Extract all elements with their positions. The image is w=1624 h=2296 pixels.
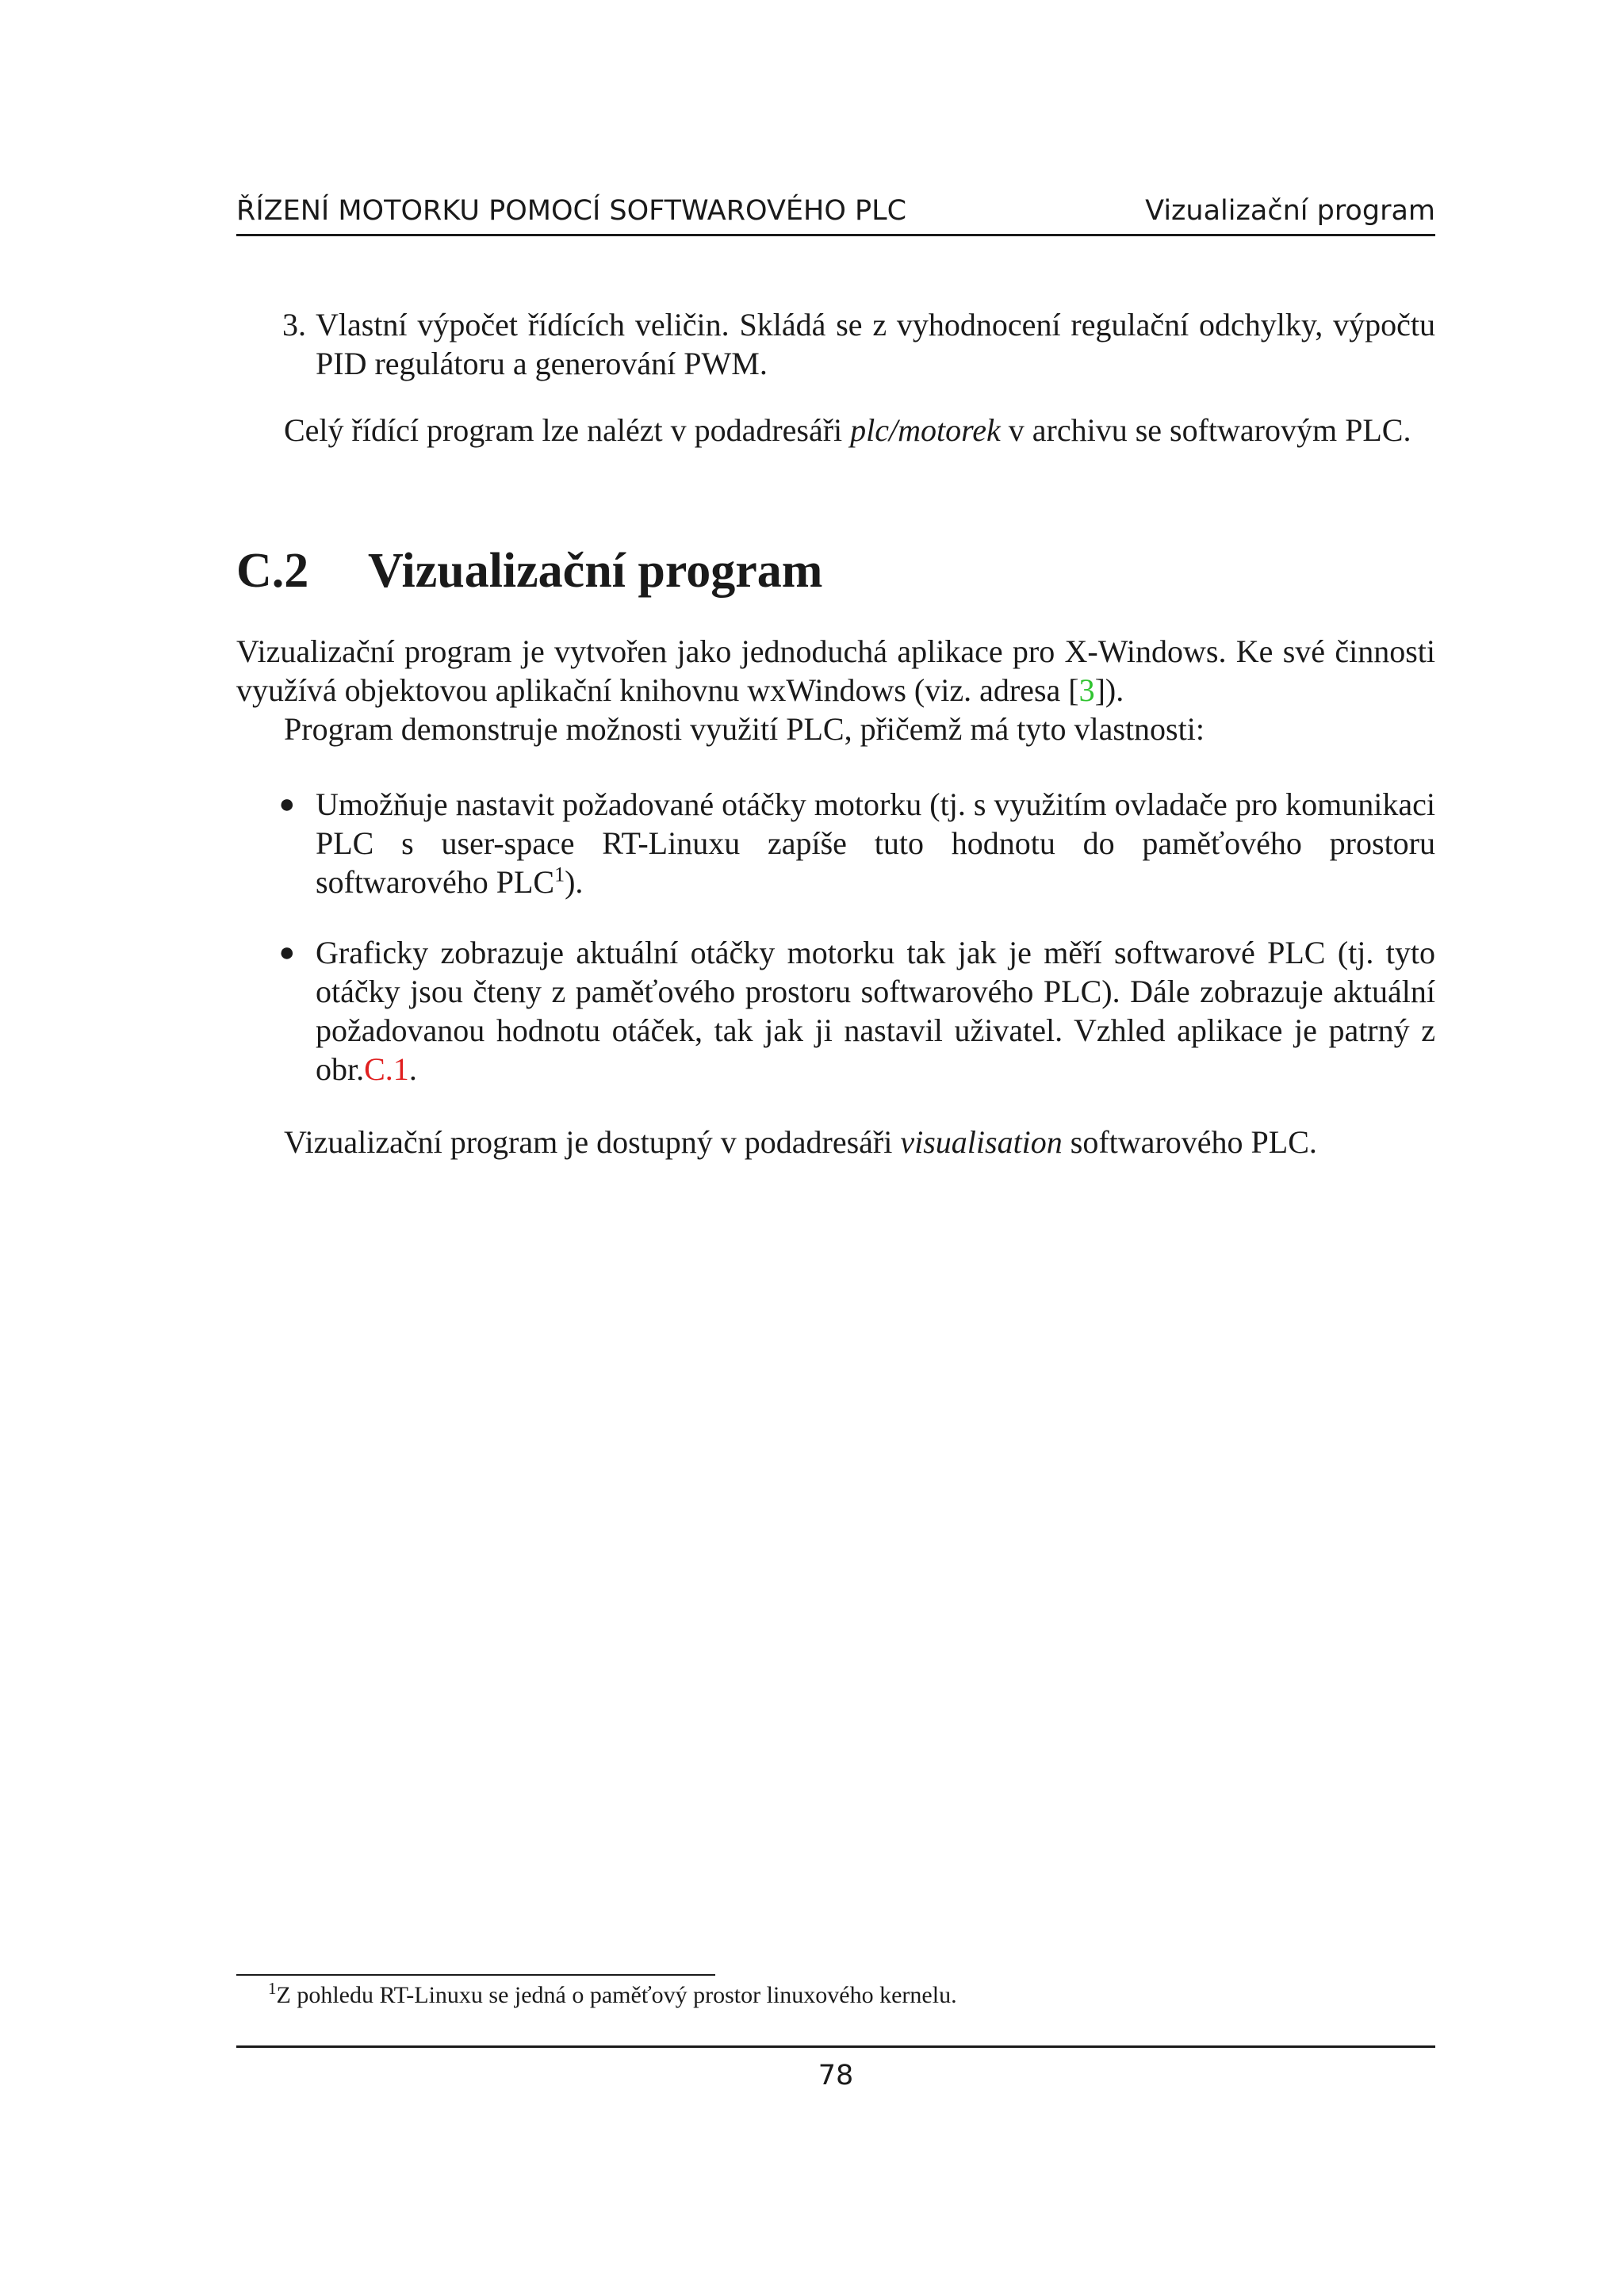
running-header	[236, 195, 1435, 227]
footnote-marker[interactable]: 1	[554, 863, 565, 886]
bullet2-end: .	[408, 1051, 417, 1087]
bullet1-end: ).	[565, 864, 584, 900]
section-title: Vizualizační program	[368, 544, 823, 598]
citation-link[interactable]: 3	[1078, 672, 1095, 708]
para1-text-after: v archivu se softwarovým PLC.	[1000, 412, 1411, 448]
para3-directory: visualisation	[900, 1124, 1063, 1160]
bullet-icon: ●	[278, 938, 295, 967]
header-rule	[236, 234, 1435, 236]
list-item-text	[316, 933, 1435, 1089]
footnote	[268, 1980, 1434, 2011]
footnote-text: Z pohledu RT-Linuxu se jedná o paměťový prostor linuxového kernelu.	[276, 1982, 957, 2008]
figure-reference-link[interactable]: C.1	[364, 1051, 409, 1087]
para2-second-line: Program demonstruje možnosti využití PLC, přičemž má tyto vlastnosti:	[284, 711, 1205, 747]
footnote-rule	[236, 1974, 715, 1976]
footer-rule	[236, 2045, 1435, 2048]
para1-text-before: Celý řídící program lze nalézt v podadresáři	[284, 412, 851, 448]
para1-path: plc/motorek	[850, 412, 1001, 448]
page-number: 78	[818, 2060, 854, 2091]
bullet-icon: ●	[278, 790, 295, 819]
section-number: C.2	[236, 544, 309, 598]
bullet1-text: Umožňuje nastavit požadované otáčky motorku (tj. s využitím ovladače pro komunikaci PLC s user-space RT-Linuxu zapíše tuto hodnotu do paměťového prostoru softwarového PLC	[316, 786, 1435, 900]
para3-text-before: Vizualizační program je dostupný v podadresáři	[284, 1124, 901, 1160]
list-item-text	[316, 785, 1435, 901]
paragraph-visualization-location	[236, 1123, 1435, 1161]
header-chapter-title: ŘÍZENÍ MOTORKU POMOCÍ SOFTWAROVÉHO PLC	[236, 195, 907, 227]
enumerated-item	[236, 305, 1435, 383]
list-item	[236, 933, 1435, 1089]
section-heading	[236, 543, 1435, 599]
paragraph-visualization-intro	[236, 632, 1435, 748]
para2-text-before: Vizualizační program je vytvořen jako jednoduchá aplikace pro X-Windows. Ke své činnosti využívá objektovou aplikační knihovnu wxWindows (viz. adresa [	[236, 633, 1435, 708]
enum-number: 3.	[282, 307, 306, 342]
para3-text-after: softwarového PLC.	[1062, 1124, 1317, 1160]
footnote-number: 1	[268, 1979, 277, 1998]
header-section-title: Vizualizační program	[1145, 195, 1435, 227]
feature-list	[236, 785, 1435, 1120]
enum-text: Vlastní výpočet řídících veličin. Skládá se z vyhodnocení regulační odchylky, výpočtu PID regulátoru a generování PWM.	[316, 307, 1435, 381]
list-item	[236, 785, 1435, 901]
paragraph-control-program	[236, 411, 1435, 450]
document-page	[236, 0, 1435, 2296]
bullet2-text: Graficky zobrazuje aktuální otáčky motorku tak jak je měří softwarové PLC (tj. tyto otáčky jsou čteny z paměťového prostoru softwarového PLC). Dále zobrazuje aktuální požadovanou hodnotu otáček, tak jak ji nastavil uživatel. Vzhled aplikace je patrný z obr.	[316, 935, 1435, 1087]
para2-text-after: ]).	[1094, 672, 1124, 708]
